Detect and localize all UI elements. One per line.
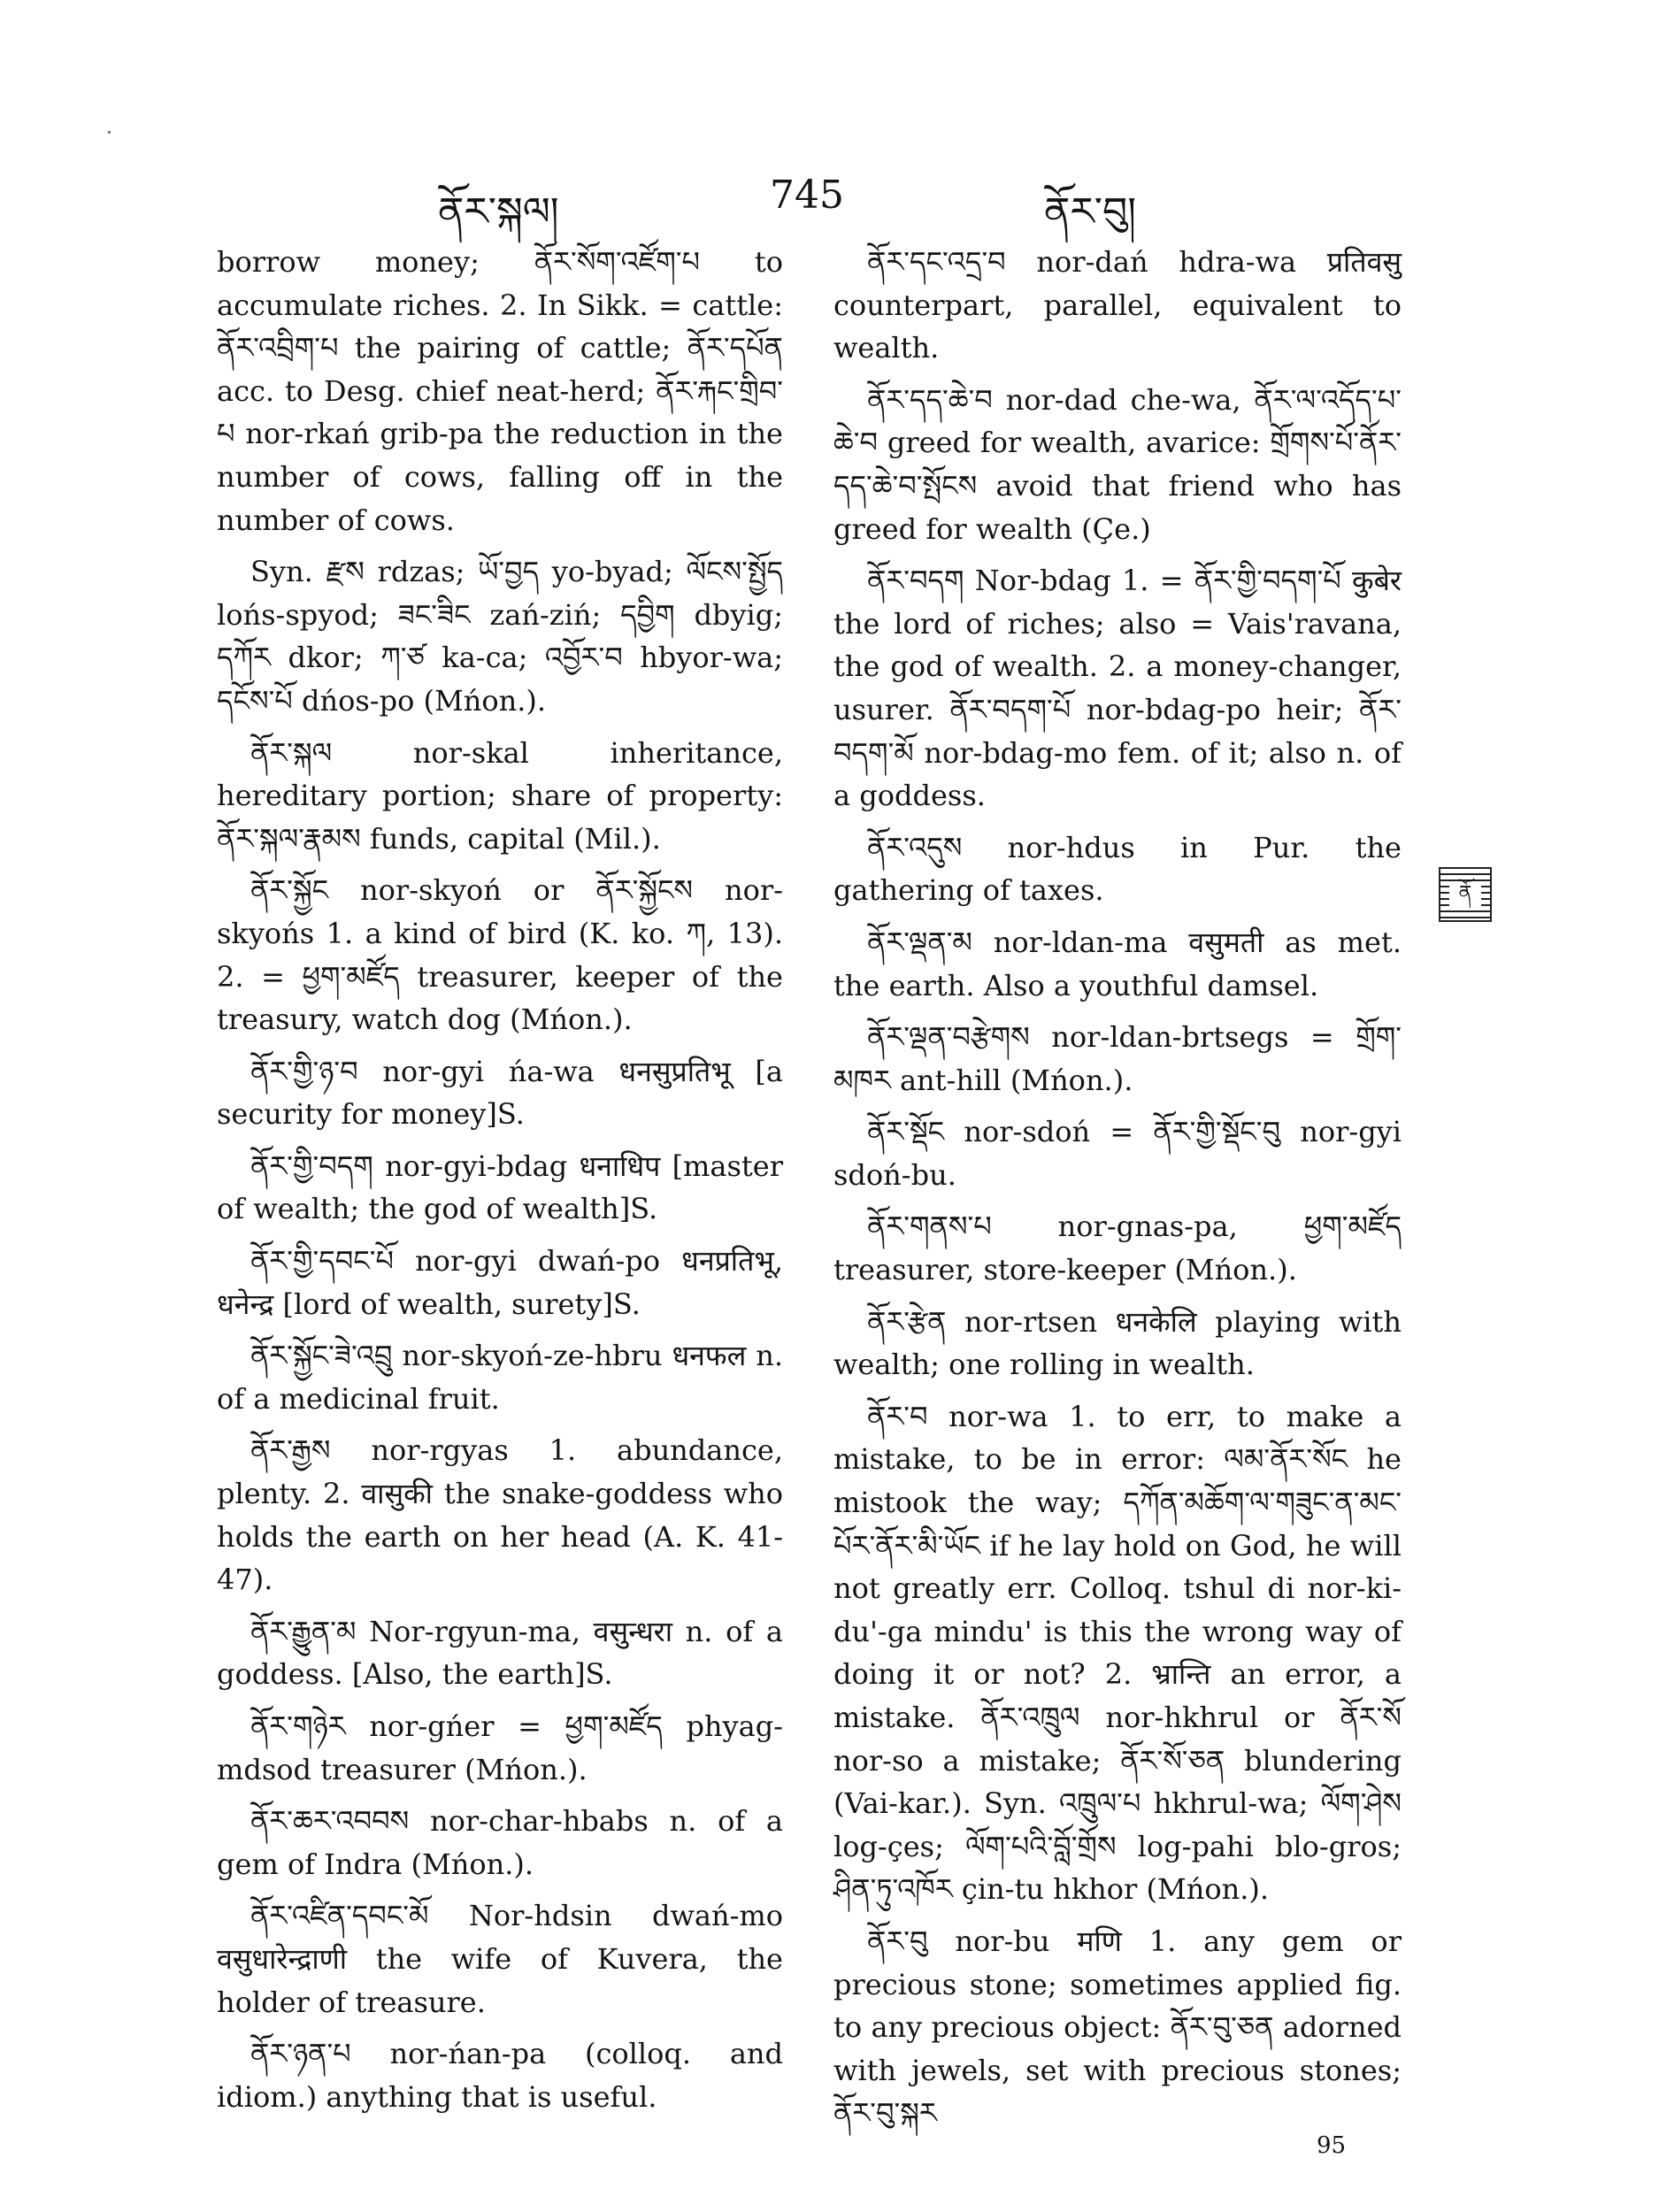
- entry-nor-char-hbabs: ནོར་ཆར་འབབས nor-char-hbabs n. of a gem of Indra (Mńon.).: [217, 1804, 783, 1881]
- entry-nor-rtsen: ནོར་རྩེན nor-rtsen धनकेलि playing with wealth; one rolling in wealth.: [833, 1304, 1402, 1382]
- entry-nor-bdag: ནོར་བདག Nor-bdag 1. = ནོར་གྱི་བདག་པོ कुबेर the lord of riches; also = Vais'ravana, the god of wealth. 2. a money-changer, usurer. ནོར་བདག་པོ nor-bdag-po heir; ནོར་བདག་མོ nor-bdag-mo fem. of it; also n. of a goddess.: [833, 564, 1402, 813]
- entry-nor-skal: ནོར་སྐལ nor-skal inheritance, hereditary portion; share of property: ནོར་སྐལ་རྣམས funds, capital (Mil.).: [217, 735, 783, 856]
- entry-nor-sdon: ནོར་སྡོང nor-sdoń = ནོར་གྱི་སྡོང་བུ nor-gyi sdoń-bu.: [833, 1115, 1402, 1192]
- thumb-index-letter: ནོ: [1449, 881, 1481, 906]
- entry-nor-gyi-dwan-po: ནོར་གྱི་དབང་པོ nor-gyi dwań-po धनप्रतिभू, धनेन्द्र [lord of wealth, surety]S.: [217, 1244, 783, 1321]
- running-head-right: ནོར་བུ།: [1044, 189, 1136, 234]
- scan-speck: [108, 131, 111, 134]
- entry-synonyms: Syn. རྫས rdzas; ཡོ་བྱད yo-byad; ལོངས་སྤྱོད lońs-spyod; ཟང་ཟིང zań-ziń; དབྱིག dbyig; དཀོར dkor; ཀ་ཙ ka-ca; འབྱོར་བ hbyor-wa; དངོས་པོ dńos-po (Mńon.).: [217, 555, 783, 718]
- entry-nor-ldan-brtsegs: ནོར་ལྡན་བརྩེགས nor-ldan-brtsegs = གྲོག་མཁར ant-hill (Mńon.).: [833, 1020, 1402, 1097]
- entry-nor-gyi-bdag: ནོར་གྱི་བདག nor-gyi-bdag धनाधिप [master of wealth; the god of wealth]S.: [217, 1148, 783, 1226]
- entry-nor-rgyun-ma: ནོར་རྒྱུན་མ Nor-rgyun-ma, वसुन्धरा n. of a goddess. [Also, the earth]S.: [217, 1614, 783, 1692]
- running-head-left: ནོར་སྐལ།: [438, 189, 559, 234]
- entry-nor-gyi-na-wa: ནོར་གྱི་ཉ་བ nor-gyi ńa-wa धनसुप्रतिभू [a security for money]S.: [217, 1054, 783, 1132]
- entry-nor-hdsin-dwan-mo: ནོར་འཛིན་དབང་མོ Nor-hdsin dwań-mo वसुधारेन्द्राणी the wife of Kuvera, the holder of treasure.: [217, 1899, 783, 2019]
- entry-nor-gnas-pa: ནོར་གནས་པ nor-gnas-pa, ཕྱག་མཛོད treasurer, store-keeper (Mńon.).: [833, 1210, 1402, 1287]
- entry-nor-ldan-ma: ནོར་ལྡན་མ nor-ldan-ma वसुमती as met. the earth. Also a youthful damsel.: [833, 925, 1402, 1002]
- right-column: [833, 241, 1402, 2144]
- thumb-index-tab: [1439, 867, 1492, 922]
- page-number: 745: [770, 173, 844, 218]
- entry-nor-hdus: ནོར་འདུས nor-hdus in Pur. the gathering of taxes.: [833, 830, 1402, 908]
- entry-nor-nan-pa: ནོར་ཉན་པ nor-ńan-pa (colloq. and idiom.) anything that is useful.: [217, 2037, 783, 2114]
- left-column: [217, 241, 783, 2127]
- signature-mark: 95: [1317, 2132, 1347, 2159]
- entry-continuation: borrow money; ནོར་སོག་འཛོག་པ to accumulate riches. 2. In Sikk. = cattle: ནོར་འབྲིག་པ the pairing of cattle; ནོར་དཔོན acc. to Desg. chief neat-herd; ནོར་རྐང་གྲིབ་པ nor-rkań grib-pa the reduction in the number of cows, falling off in the number of cows.: [217, 245, 783, 537]
- entry-nor-bu: ནོར་བུ nor-bu मणि 1. any gem or precious stone; sometimes applied fig. to any precious object: ནོར་བུ་ཅན adorned with jewels, set with precious stones; ནོར་བུ་སྐར: [833, 1924, 1402, 2131]
- entry-nor-dad-che-wa: ནོར་དད་ཆེ་བ nor-dad che-wa, ནོར་ལ་འདོད་པ་ཆེ་བ greed for wealth, avarice: གྲོགས་པོ་ནོར་དད་ཆེ་བ་སྤོངས avoid that friend who has greed for wealth (Çe.): [833, 382, 1402, 546]
- entry-nor-dan-hdra-wa: ནོར་དང་འདྲ་བ nor-dań hdra-wa प्रतिवसु counterpart, parallel, equivalent to wealth.: [833, 245, 1402, 365]
- entry-nor-rgyas: ནོར་རྒྱས nor-rgyas 1. abundance, plenty. 2. वासुकी the snake-goddess who holds the earth on her head (A. K. 41-47).: [217, 1433, 783, 1597]
- entry-nor-wa: ནོར་བ nor-wa 1. to err, to make a mistake, to be in error: ལམ་ནོར་སོང he mistook the way; དཀོན་མཆོག་ལ་གཟུང་ན་མང་པོར་ནོར་མི་ཡོང if he lay hold on God, he will not greatly err. Colloq. tshul di nor-ki-du'-ga mindu' is this the wrong way of doing it or not? 2. भ्रान्ति an error, a mistake. ནོར་འཁྲུལ nor-hkhrul or ནོར་སོ nor-so a mistake; ནོར་སོ་ཅན blundering (Vai-kar.). Syn. འཁྲུལ་པ hkhrul-wa; ལོག་ཤེས log-çes; ལོག་པའི་བློ་གྲོས log-pahi blo-gros; ཤིན་ཏུ་འཁོར çin-tu hkhor (Mńon.).: [833, 1399, 1402, 1907]
- entry-nor-skyon-ze-hbru: ནོར་སྐྱོང་ཟེ་འབྲུ nor-skyoń-ze-hbru धनफल n. of a medicinal fruit.: [217, 1339, 783, 1416]
- entry-nor-skyon: ནོར་སྐྱོང nor-skyoń or ནོར་སྐྱོངས nor-skyońs 1. a kind of bird (K. ko. ཀ, 13). 2. = ཕྱག་མཛོད treasurer, keeper of the treasury, watch dog (Mńon.).: [217, 873, 783, 1037]
- entry-nor-gner: ནོར་གཉེར nor-gńer = ཕྱག་མཛོད phyag-mdsod treasurer (Mńon.).: [217, 1709, 783, 1786]
